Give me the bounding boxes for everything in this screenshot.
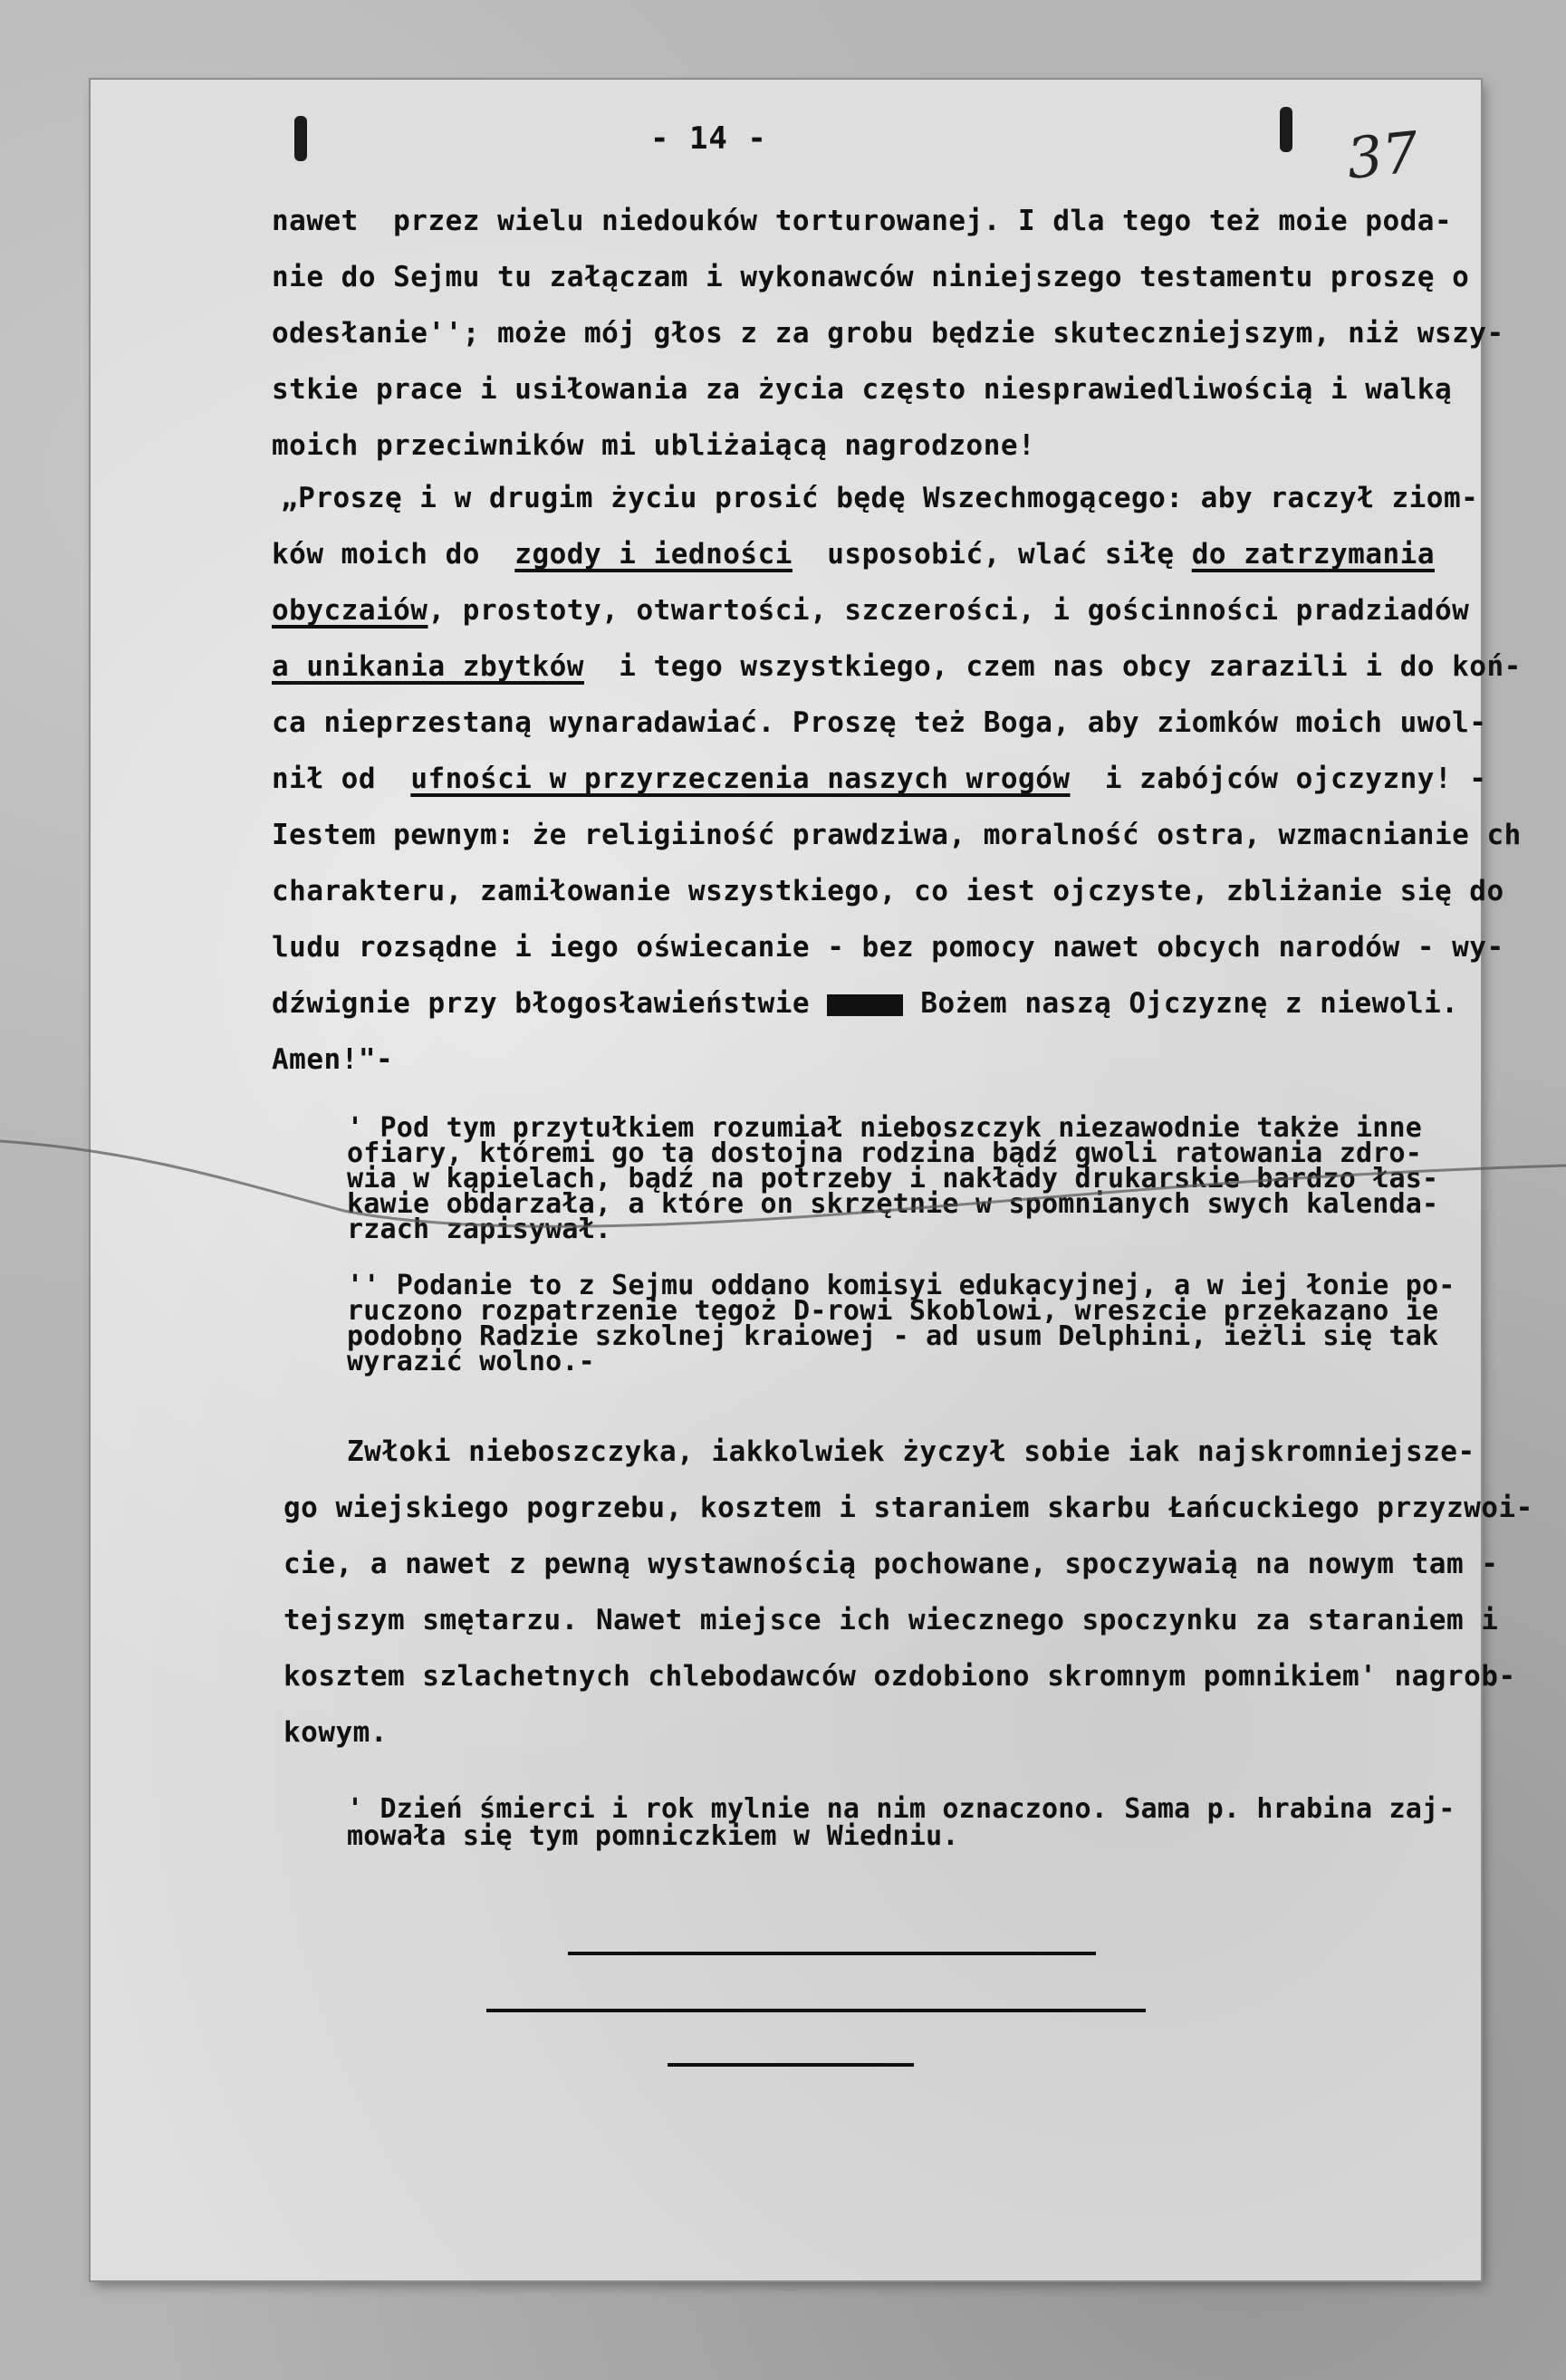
archive-mark: 37 bbox=[1343, 119, 1422, 192]
text-line: „Proszę i w drugim życiu prosić będę Wszechmogącego: aby raczył ziom- bbox=[281, 482, 1479, 514]
text-line: cie, a nawet z pewną wystawnością pochowane, spoczywaią na nowym tam - bbox=[283, 1548, 1499, 1580]
text-line: dźwignie przy błogosławieństwie Bożem naszą Ojczyznę z niewoli. bbox=[272, 987, 1459, 1020]
text-line: ofiary, któremi go ta dostojna rodzina bądź gwoli ratowania zdro- bbox=[347, 1137, 1422, 1169]
text-line: kawie obdarzała, a które on skrzętnie w spomnianych swych kalenda- bbox=[347, 1188, 1439, 1220]
underlined-phrase: obyczaiów bbox=[272, 594, 428, 627]
text-line: podobno Radzie szkolnej kraiowej - ad usum Delphini, ieżli się tak bbox=[347, 1320, 1439, 1352]
struck-out-word bbox=[827, 994, 903, 1016]
closing-rule bbox=[668, 2063, 914, 2067]
text-line: go wiejskiego pogrzebu, kosztem i staraniem skarbu Łańcuckiego przyzwoi- bbox=[283, 1492, 1533, 1524]
text-line: Amen!"- bbox=[272, 1043, 394, 1076]
text-line: Zwłoki nieboszczyka, iakkolwiek życzył sobie iak najskromniejsze- bbox=[347, 1435, 1475, 1468]
closing-rule bbox=[486, 2009, 1146, 2012]
text-line: ca nieprzestaną wynaradawiać. Proszę też Boga, aby ziomków moich uwol- bbox=[272, 706, 1487, 739]
text-line: stkie prace i usiłowania za życia często niesprawiedliwością i walką bbox=[272, 373, 1453, 406]
text-line: ruczono rozpatrzenie tegoż D-rowi Skoblowi, wreszcie przekazano ie bbox=[347, 1295, 1439, 1327]
punch-hole-left bbox=[294, 116, 307, 161]
punch-hole-right bbox=[1280, 107, 1292, 152]
text-line: a unikania zbytków i tego wszystkiego, czem nas obcy zarazili i do koń- bbox=[272, 650, 1522, 683]
underlined-phrase: a unikania zbytków bbox=[272, 650, 584, 683]
underlined-phrase: do zatrzymania bbox=[1191, 538, 1435, 571]
text-line: ' Dzień śmierci i rok mylnie na nim oznaczono. Sama p. hrabina zaj- bbox=[347, 1793, 1456, 1825]
text-line: nawet przez wielu niedouków torturowanej. I dla tego też moie poda- bbox=[272, 205, 1453, 237]
text-line: obyczaiów, prostoty, otwartości, szczerości, i gościnności pradziadów bbox=[272, 594, 1470, 627]
text-line: odesłanie''; może mój głos z za grobu będzie skuteczniejszym, niż wszy- bbox=[272, 317, 1504, 350]
text-line: wia w kąpielach, bądź na potrzeby i nakłady drukarskie bardzo łas- bbox=[347, 1163, 1439, 1195]
text-line: charakteru, zamiłowanie wszystkiego, co iest ojczyste, zbliżanie się do bbox=[272, 875, 1504, 907]
text-line: ludu rozsądne i iego oświecanie - bez pomocy nawet obcych narodów - wy- bbox=[272, 931, 1504, 964]
text-line: tejszym smętarzu. Nawet miejsce ich wiecznego spoczynku za staraniem i bbox=[283, 1604, 1499, 1636]
page-number: - 14 - bbox=[650, 120, 767, 157]
text-line: '' Podanie to z Sejmu oddano komisyi edukacyjnej, a w iej łonie po- bbox=[347, 1270, 1456, 1301]
text-line: wyrazić wolno.- bbox=[347, 1346, 595, 1377]
text-line: kowym. bbox=[283, 1716, 388, 1749]
text-line: ków moich do zgody i iedności usposobić, wlać siłę do zatrzymania bbox=[272, 538, 1435, 571]
text-line: kosztem szlachetnych chlebodawców ozdobiono skromnym pomnikiem' nagrob- bbox=[283, 1660, 1516, 1693]
text-line: rzach zapisywał. bbox=[347, 1214, 612, 1245]
underlined-phrase: zgody i iedności bbox=[514, 538, 793, 571]
text-line: Iestem pewnym: że religiiność prawdziwa, moralność ostra, wzmacnianie ch bbox=[272, 819, 1522, 851]
underlined-phrase: ufności w przyrzeczenia naszych wrogów bbox=[410, 763, 1071, 795]
closing-rule bbox=[568, 1952, 1096, 1955]
text-line: nił od ufności w przyrzeczenia naszych wrogów i zabójców ojczyzny! - bbox=[272, 763, 1487, 795]
text-line: mowała się tym pomniczkiem w Wiedniu. bbox=[347, 1820, 959, 1852]
text-line: nie do Sejmu tu załączam i wykonawców niniejszego testamentu proszę o bbox=[272, 261, 1470, 293]
text-line: moich przeciwników mi ubliżaiącą nagrodzone! bbox=[272, 429, 1036, 462]
text-line: ' Pod tym przytułkiem rozumiał nieboszczyk niezawodnie także inne bbox=[347, 1112, 1422, 1144]
